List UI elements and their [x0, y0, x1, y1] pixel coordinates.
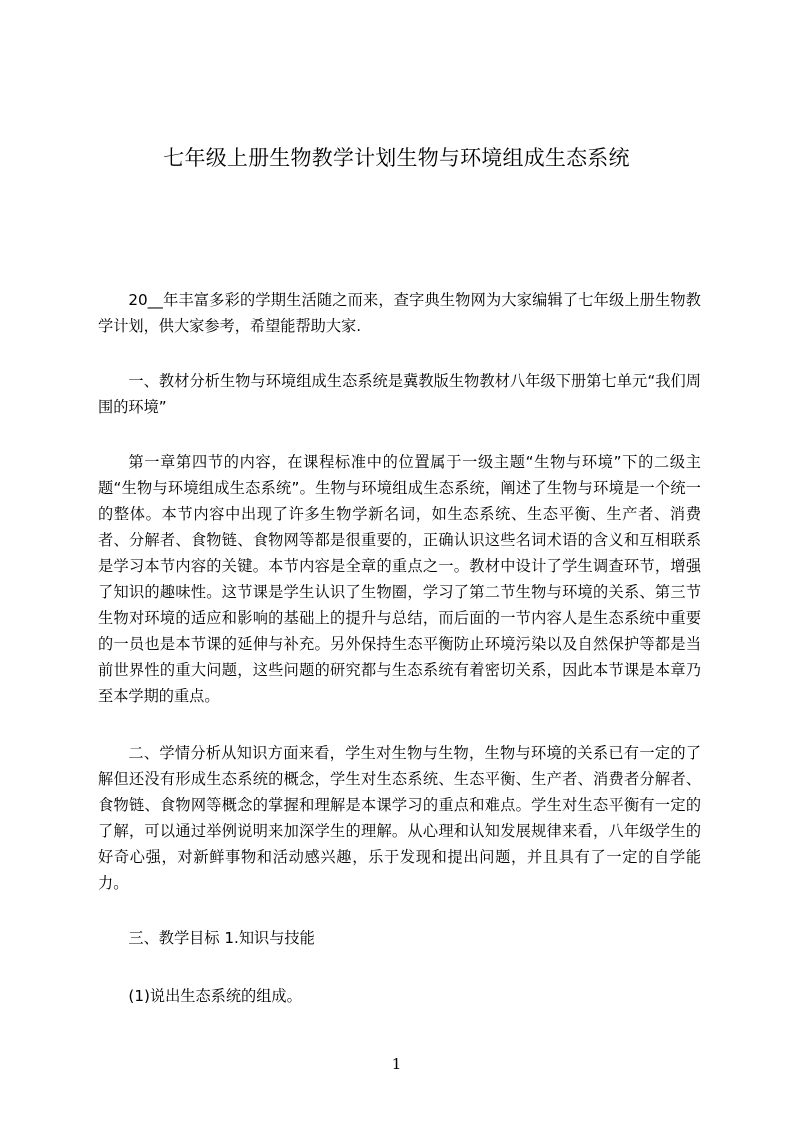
intro-paragraph: 20__年丰富多彩的学期生活随之而来，查字典生物网为大家编辑了七年级上册生物教学计划，供大家参考，希望能帮助大家. — [98, 291, 701, 335]
page-title: 七年级上册生物教学计划生物与环境组成生态系统 — [163, 146, 630, 170]
student-analysis-paragraph: 二、学情分析从知识方面来看，学生对生物与生物，生物与环境的关系已有一定的了解但还没有形成生态系统的概念，学生对生态系统、生态平衡、生产者、消费者分解者、食物链、食物网等概念的掌握和理解是本课学习的重点和难点。学生对生态平衡有一定的了解，可以通过举例说明来加深学生的理解。从心理和认知发展规律来看，八年级学生的好奇心强，对新鲜事物和活动感兴趣，乐于发现和提出问题，并且具有了一定的自学能力。 — [98, 744, 701, 892]
chapter-content-paragraph: 第一章第四节的内容，在课程标准中的位置属于一级主题“生物与环境”下的二级主题“生物与环境组成生态系统”。生物与环境组成生态系统，阐述了生物与环境是一个统一的整体。本节内容中出现了许多生物学新名词，如生态系统、生态平衡、生产者、消费者、分解者、食物链、食物网等都是很重要的，正确认识这些名词术语的含义和互相联系是学习本节内容的关键。本节内容是全章的重点之一。教材中设计了学生调查环节，增强了知识的趣味性。这节课是学生认识了生物圈，学习了第二节生物与环境的关系、第三节生物对环境的适应和影响的基础上的提升与总结，而后面的一节内容人是生态系统中重要的一员也是本节课的延伸与补充。另外保持生态平衡防止环境污染以及自然保护等都是当前世界性的重大问题，这些问题的研究都与生态系统有着密切关系，因此本节课是本章乃至本学期的重点。 — [98, 453, 701, 705]
textbook-analysis-paragraph: 一、教材分析生物与环境组成生态系统是冀教版生物教材八年级下册第七单元“我们周围的环境” — [98, 372, 701, 416]
teaching-goals-heading: 三、教学目标 1.知识与技能 — [128, 929, 315, 947]
page-number: 1 — [391, 1055, 402, 1073]
goal-item-1: (1)说出生态系统的组成。 — [128, 987, 302, 1005]
